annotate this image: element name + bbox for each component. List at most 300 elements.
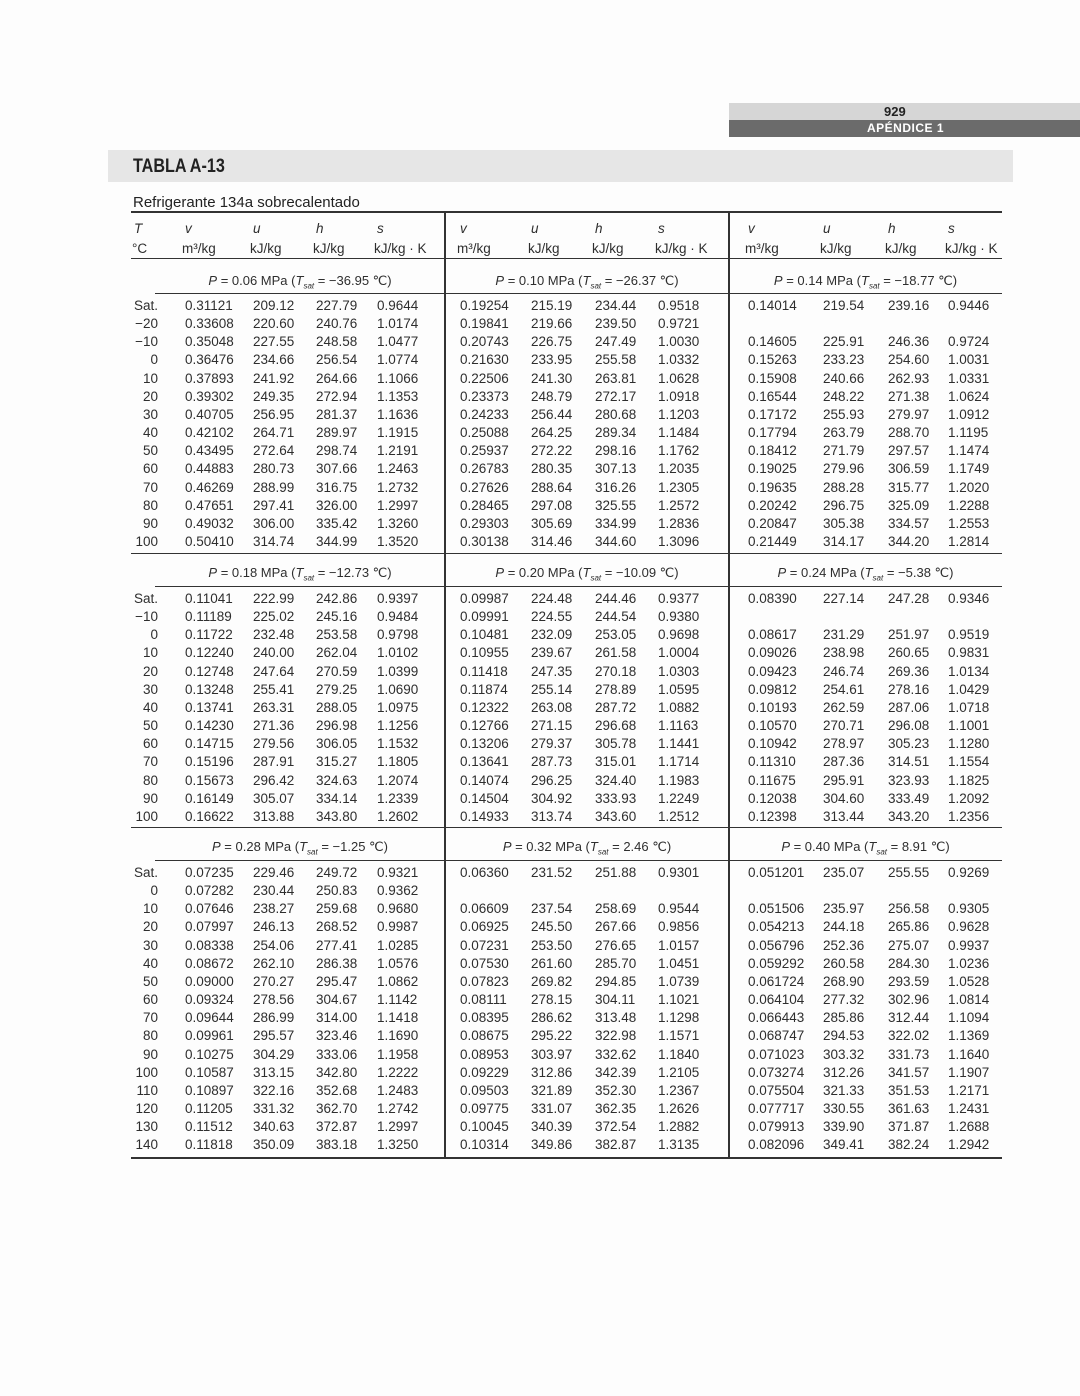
v-cell: 0.09000 (185, 973, 234, 989)
h-cell: 304.67 (316, 992, 358, 1008)
s-cell: 1.2249 (658, 790, 700, 806)
v-cell: 0.064104 (748, 992, 805, 1008)
tsat-value: = −36.95 ℃) (314, 273, 392, 288)
h-cell: 264.66 (316, 370, 358, 386)
u-cell: 304.60 (823, 790, 865, 806)
s-cell: 1.2512 (658, 808, 700, 824)
s-cell: 1.1280 (948, 736, 990, 752)
u-cell: 278.97 (823, 736, 865, 752)
v-cell: 0.07235 (185, 865, 234, 880)
u-cell: 279.37 (531, 736, 573, 752)
pressure-header (155, 838, 445, 862)
s-cell: 1.0399 (377, 663, 419, 679)
s-cell: 1.2742 (377, 1100, 419, 1116)
u-cell: 237.54 (531, 901, 573, 917)
s-cell: 1.1762 (658, 443, 700, 459)
s-cell: 1.1571 (658, 1028, 700, 1044)
u-cell: 233.95 (531, 352, 573, 368)
v-cell: 0.29303 (460, 515, 509, 531)
s-cell: 1.2572 (658, 497, 700, 513)
v-cell: 0.40705 (185, 406, 234, 422)
v-cell: 0.43495 (185, 443, 234, 459)
s-cell: 0.9987 (377, 919, 419, 935)
s-cell: 1.1195 (948, 425, 989, 441)
block-bottom-rule (131, 1157, 1002, 1159)
u-cell: 238.98 (823, 645, 865, 661)
h-cell: 262.04 (316, 645, 358, 661)
temperature-cell: 30 (142, 681, 158, 697)
s-cell: 1.2191 (377, 443, 419, 459)
u-cell: 278.56 (253, 992, 295, 1008)
h-cell: 352.30 (595, 1082, 637, 1098)
temperature-cell: 70 (142, 479, 158, 495)
h-cell: 334.99 (595, 515, 637, 531)
h-cell: 335.42 (316, 515, 358, 531)
s-cell: 1.2074 (377, 772, 419, 788)
s-cell: 1.1958 (377, 1046, 419, 1062)
h-cell: 277.41 (316, 937, 358, 953)
pressure-value: = 0.32 MPa ( (511, 839, 590, 854)
s-cell: 1.2602 (377, 808, 419, 824)
u-cell: 256.44 (531, 406, 573, 422)
temperature-cell: 50 (142, 718, 158, 734)
t-header-symbol: T (134, 221, 143, 236)
s-cell: 1.2222 (377, 1064, 419, 1080)
s-cell: 1.0331 (948, 370, 990, 386)
temperature-cell: 80 (142, 497, 158, 513)
u-cell: 270.71 (823, 718, 865, 734)
temperature-cell: 80 (142, 1028, 158, 1044)
v-cell: 0.49032 (185, 515, 234, 531)
column-header-unit: kJ/kg (528, 241, 560, 256)
v-cell: 0.33608 (185, 316, 234, 332)
u-cell: 231.29 (823, 627, 865, 643)
u-cell: 225.91 (823, 334, 865, 350)
h-cell: 265.86 (888, 919, 930, 935)
h-cell: 284.30 (888, 955, 930, 971)
h-cell: 315.77 (888, 479, 930, 495)
u-cell: 322.16 (253, 1082, 295, 1098)
s-cell: 1.2942 (948, 1137, 990, 1153)
temperature-cell: 100 (135, 808, 158, 824)
u-cell: 286.99 (253, 1010, 295, 1026)
s-cell: 0.9301 (658, 865, 700, 880)
s-cell: 1.3135 (658, 1137, 700, 1153)
v-cell: 0.25088 (460, 425, 509, 441)
u-cell: 330.55 (823, 1100, 865, 1116)
temperature-cell: −20 (135, 316, 158, 332)
v-cell: 0.35048 (185, 334, 234, 350)
v-cell: 0.061724 (748, 973, 805, 989)
u-cell: 255.93 (823, 406, 865, 422)
s-cell: 1.2997 (377, 497, 419, 513)
v-cell: 0.09961 (185, 1028, 234, 1044)
h-cell: 322.98 (595, 1028, 637, 1044)
v-cell: 0.09026 (748, 645, 797, 661)
column-header-symbol: u (531, 221, 539, 236)
appendix-label: APÉNDICE 1 (867, 121, 945, 135)
v-cell: 0.054213 (748, 919, 805, 935)
tsat-symbol: T (589, 839, 598, 854)
h-cell: 361.63 (888, 1100, 930, 1116)
h-cell: 250.83 (316, 883, 358, 899)
v-cell: 0.11818 (185, 1137, 233, 1153)
temperature-cell: 0 (150, 883, 158, 899)
s-cell: 1.2463 (377, 461, 419, 477)
tsat-subscript: sat (303, 573, 315, 583)
v-cell: 0.15673 (185, 772, 234, 788)
h-cell: 280.68 (595, 406, 637, 422)
column-header-symbol: u (823, 221, 831, 236)
s-cell: 1.2732 (377, 479, 419, 495)
v-cell: 0.08675 (460, 1028, 509, 1044)
u-cell: 314.46 (531, 533, 573, 549)
h-cell: 281.37 (316, 406, 358, 422)
u-cell: 248.79 (531, 388, 573, 404)
pressure-header (729, 838, 1002, 862)
column-header-unit: kJ/kg (313, 241, 345, 256)
u-cell: 238.27 (253, 901, 295, 917)
column-header-symbol: s (658, 221, 665, 236)
u-cell: 295.91 (823, 772, 865, 788)
u-cell: 219.66 (531, 316, 573, 332)
v-cell: 0.08672 (185, 955, 234, 971)
u-cell: 262.10 (253, 955, 295, 971)
section-divider (444, 212, 446, 1157)
u-cell: 296.75 (823, 497, 865, 513)
table-subtitle: Refrigerante 134a sobrecalentado (133, 194, 360, 211)
h-cell: 245.16 (316, 609, 358, 625)
u-cell: 312.86 (531, 1064, 573, 1080)
s-cell: 1.0004 (658, 645, 700, 661)
u-cell: 331.32 (253, 1100, 295, 1116)
u-cell: 224.55 (531, 609, 573, 625)
v-cell: 0.051201 (748, 865, 805, 880)
v-cell: 0.19635 (748, 479, 797, 495)
s-cell: 1.2339 (377, 790, 419, 806)
u-cell: 247.64 (253, 663, 295, 679)
v-cell: 0.11189 (185, 609, 232, 625)
s-cell: 1.3260 (377, 515, 419, 531)
s-cell: 1.1066 (377, 370, 419, 386)
u-cell: 286.62 (531, 1010, 573, 1026)
v-cell: 0.12322 (460, 699, 509, 715)
tsat-symbol: T (860, 273, 869, 288)
s-cell: 1.0157 (658, 937, 700, 953)
v-cell: 0.11512 (185, 1119, 233, 1135)
v-cell: 0.12038 (748, 790, 797, 806)
s-cell: 1.2814 (948, 533, 990, 549)
v-cell: 0.09775 (460, 1100, 509, 1116)
h-cell: 383.18 (316, 1137, 358, 1153)
s-cell: 1.0031 (948, 352, 990, 368)
h-cell: 272.17 (595, 388, 637, 404)
pressure-symbol: P (495, 565, 505, 580)
v-cell: 0.11205 (185, 1100, 233, 1116)
pressure-symbol: P (208, 565, 218, 580)
s-cell: 1.0303 (658, 663, 700, 679)
s-cell: 1.1474 (948, 443, 990, 459)
s-cell: 1.0628 (658, 370, 700, 386)
u-cell: 305.69 (531, 515, 573, 531)
v-cell: 0.36476 (185, 352, 234, 368)
h-cell: 247.28 (888, 591, 930, 606)
u-cell: 222.99 (253, 591, 295, 606)
s-cell: 1.1021 (658, 992, 700, 1008)
v-cell: 0.07530 (460, 955, 509, 971)
h-cell: 278.16 (888, 681, 930, 697)
u-cell: 255.41 (253, 681, 295, 697)
v-cell: 0.10045 (460, 1119, 509, 1135)
tsat-subscript: sat (590, 281, 602, 291)
u-cell: 331.07 (531, 1100, 573, 1116)
temperature-cell: Sat. (133, 591, 158, 606)
h-cell: 294.85 (595, 973, 637, 989)
v-cell: 0.11722 (185, 627, 233, 643)
h-cell: 272.94 (316, 388, 358, 404)
u-cell: 239.67 (531, 645, 573, 661)
h-cell: 256.58 (888, 901, 930, 917)
s-cell: 1.2288 (948, 497, 990, 513)
temperature-cell: 70 (142, 754, 158, 770)
pressure-value: = 0.06 MPa ( (217, 273, 296, 288)
h-cell: 343.20 (888, 808, 930, 824)
s-cell: 1.2483 (377, 1082, 419, 1098)
s-cell: 1.2035 (658, 461, 700, 477)
s-cell: 1.0576 (377, 955, 419, 971)
h-cell: 263.81 (595, 370, 637, 386)
v-cell: 0.051506 (748, 901, 805, 917)
u-cell: 262.59 (823, 699, 865, 715)
s-cell: 1.1840 (658, 1046, 700, 1062)
s-cell: 1.1825 (948, 772, 990, 788)
u-cell: 227.55 (253, 334, 295, 350)
u-cell: 255.14 (531, 681, 573, 697)
h-cell: 262.93 (888, 370, 930, 386)
s-cell: 1.1298 (658, 1010, 700, 1026)
s-cell: 0.9269 (948, 865, 990, 880)
v-cell: 0.22506 (460, 370, 509, 386)
h-cell: 240.76 (316, 316, 358, 332)
s-cell: 0.9856 (658, 919, 700, 935)
h-cell: 239.16 (888, 298, 930, 313)
v-cell: 0.28465 (460, 497, 509, 513)
v-cell: 0.08395 (460, 1010, 509, 1026)
column-header-symbol: s (377, 221, 384, 236)
u-cell: 304.29 (253, 1046, 295, 1062)
u-cell: 268.90 (823, 973, 865, 989)
h-cell: 288.70 (888, 425, 930, 441)
h-cell: 304.11 (595, 992, 636, 1008)
u-cell: 253.50 (531, 937, 573, 953)
tsat-subscript: sat (872, 573, 884, 583)
column-header-symbol: h (888, 221, 896, 236)
temperature-cell: 100 (135, 1064, 158, 1080)
h-cell: 296.68 (595, 718, 637, 734)
v-cell: 0.19254 (460, 298, 509, 313)
s-cell: 0.9519 (948, 627, 990, 643)
temperature-cell: 60 (142, 736, 158, 752)
table-top-rule (131, 211, 1002, 213)
v-cell: 0.39302 (185, 388, 234, 404)
v-cell: 0.073274 (748, 1064, 805, 1080)
column-header-unit: kJ/kg · K (945, 241, 998, 256)
tsat-symbol: T (295, 565, 304, 580)
v-cell: 0.056796 (748, 937, 805, 953)
column-header-symbol: v (460, 221, 467, 236)
s-cell: 1.1094 (948, 1010, 990, 1026)
s-cell: 1.1441 (658, 736, 700, 752)
s-cell: 1.0102 (377, 645, 419, 661)
u-cell: 297.41 (253, 497, 295, 513)
u-cell: 234.66 (253, 352, 295, 368)
u-cell: 215.19 (531, 298, 573, 313)
u-cell: 278.15 (531, 992, 573, 1008)
v-cell: 0.10570 (748, 718, 797, 734)
s-cell: 1.0174 (377, 316, 419, 332)
temperature-cell: 90 (142, 515, 158, 531)
u-cell: 225.02 (253, 609, 295, 625)
h-cell: 267.66 (595, 919, 637, 935)
s-cell: 0.9321 (377, 865, 419, 880)
v-cell: 0.15196 (185, 754, 234, 770)
h-cell: 288.05 (316, 699, 358, 715)
u-cell: 339.90 (823, 1119, 865, 1135)
v-cell: 0.42102 (185, 425, 234, 441)
v-cell: 0.09423 (748, 663, 797, 679)
pressure-symbol: P (777, 565, 787, 580)
h-cell: 344.60 (595, 533, 637, 549)
h-cell: 331.73 (888, 1046, 930, 1062)
s-cell: 1.0862 (377, 973, 419, 989)
s-cell: 1.2836 (658, 515, 700, 531)
v-cell: 0.17172 (748, 406, 797, 422)
v-cell: 0.082096 (748, 1137, 805, 1153)
v-cell: 0.06360 (460, 865, 509, 880)
v-cell: 0.10481 (460, 627, 509, 643)
h-cell: 307.13 (595, 461, 637, 477)
h-cell: 316.75 (316, 479, 358, 495)
v-cell: 0.11675 (748, 772, 796, 788)
v-cell: 0.10587 (185, 1064, 234, 1080)
h-cell: 312.44 (888, 1010, 930, 1026)
table-title: TABLA A-13 (133, 156, 225, 177)
h-cell: 298.16 (595, 443, 637, 459)
u-cell: 288.64 (531, 479, 573, 495)
s-cell: 1.1418 (377, 1010, 419, 1026)
s-cell: 1.2092 (948, 790, 990, 806)
column-header-unit: m³/kg (745, 241, 779, 256)
u-cell: 241.92 (253, 370, 295, 386)
s-cell: 0.9346 (948, 591, 990, 606)
v-cell: 0.14715 (185, 736, 234, 752)
v-cell: 0.19025 (748, 461, 797, 477)
s-cell: 0.9937 (948, 937, 990, 953)
v-cell: 0.09503 (460, 1082, 509, 1098)
v-cell: 0.44883 (185, 461, 234, 477)
u-cell: 269.82 (531, 973, 573, 989)
v-cell: 0.14074 (460, 772, 509, 788)
u-cell: 287.73 (531, 754, 573, 770)
section-divider (728, 212, 730, 1157)
s-cell: 1.0528 (948, 973, 990, 989)
u-cell: 249.35 (253, 388, 295, 404)
h-cell: 296.08 (888, 718, 930, 734)
v-cell: 0.12240 (185, 645, 234, 661)
u-cell: 321.89 (531, 1082, 573, 1098)
tsat-subscript: sat (597, 847, 609, 857)
temperature-cell: 0 (150, 627, 158, 643)
h-cell: 342.39 (595, 1064, 637, 1080)
h-cell: 239.50 (595, 316, 637, 332)
temperature-cell: 10 (142, 370, 158, 386)
u-cell: 305.38 (823, 515, 865, 531)
s-cell: 1.0739 (658, 973, 700, 989)
appendix-bar (729, 120, 1080, 137)
v-cell: 0.19841 (460, 316, 509, 332)
h-cell: 333.49 (888, 790, 930, 806)
tsat-symbol: T (864, 565, 873, 580)
s-cell: 1.3096 (658, 533, 700, 549)
h-cell: 268.52 (316, 919, 358, 935)
block-bottom-rule (131, 827, 1002, 828)
h-cell: 332.62 (595, 1046, 637, 1062)
s-cell: 1.3250 (377, 1137, 419, 1153)
h-cell: 343.60 (595, 808, 637, 824)
s-cell: 0.9362 (377, 883, 419, 899)
h-cell: 324.40 (595, 772, 637, 788)
h-cell: 253.05 (595, 627, 637, 643)
s-cell: 0.9698 (658, 627, 700, 643)
temperature-cell: 50 (142, 443, 158, 459)
v-cell: 0.10955 (460, 645, 509, 661)
s-cell: 0.9644 (377, 298, 419, 313)
pressure-header (155, 272, 445, 296)
column-header-unit: m³/kg (182, 241, 216, 256)
u-cell: 280.73 (253, 461, 295, 477)
h-cell: 234.44 (595, 298, 637, 313)
u-cell: 306.00 (253, 515, 295, 531)
u-cell: 321.33 (823, 1082, 865, 1098)
u-cell: 350.09 (253, 1137, 295, 1153)
h-cell: 351.53 (888, 1082, 930, 1098)
s-cell: 1.0030 (658, 334, 700, 350)
v-cell: 0.26783 (460, 461, 509, 477)
u-cell: 235.07 (823, 865, 865, 880)
u-cell: 271.79 (823, 443, 865, 459)
v-cell: 0.07823 (460, 973, 509, 989)
h-cell: 275.07 (888, 937, 930, 953)
temperature-cell: Sat. (133, 298, 158, 313)
tsat-subscript: sat (307, 847, 318, 857)
u-cell: 226.75 (531, 334, 573, 350)
v-cell: 0.23373 (460, 388, 509, 404)
v-cell: 0.27626 (460, 479, 509, 495)
v-cell: 0.14230 (185, 718, 234, 734)
u-cell: 280.35 (531, 461, 573, 477)
h-cell: 344.99 (316, 533, 358, 549)
u-cell: 248.22 (823, 388, 865, 404)
u-cell: 263.79 (823, 425, 865, 441)
u-cell: 256.95 (253, 406, 295, 422)
s-cell: 1.2431 (948, 1100, 990, 1116)
v-cell: 0.11874 (460, 681, 508, 697)
pressure-header (445, 838, 729, 862)
block-bottom-rule (131, 553, 1002, 554)
s-cell: 1.2171 (948, 1082, 990, 1098)
s-cell: 1.0774 (377, 352, 419, 368)
s-cell: 1.0718 (948, 699, 990, 715)
